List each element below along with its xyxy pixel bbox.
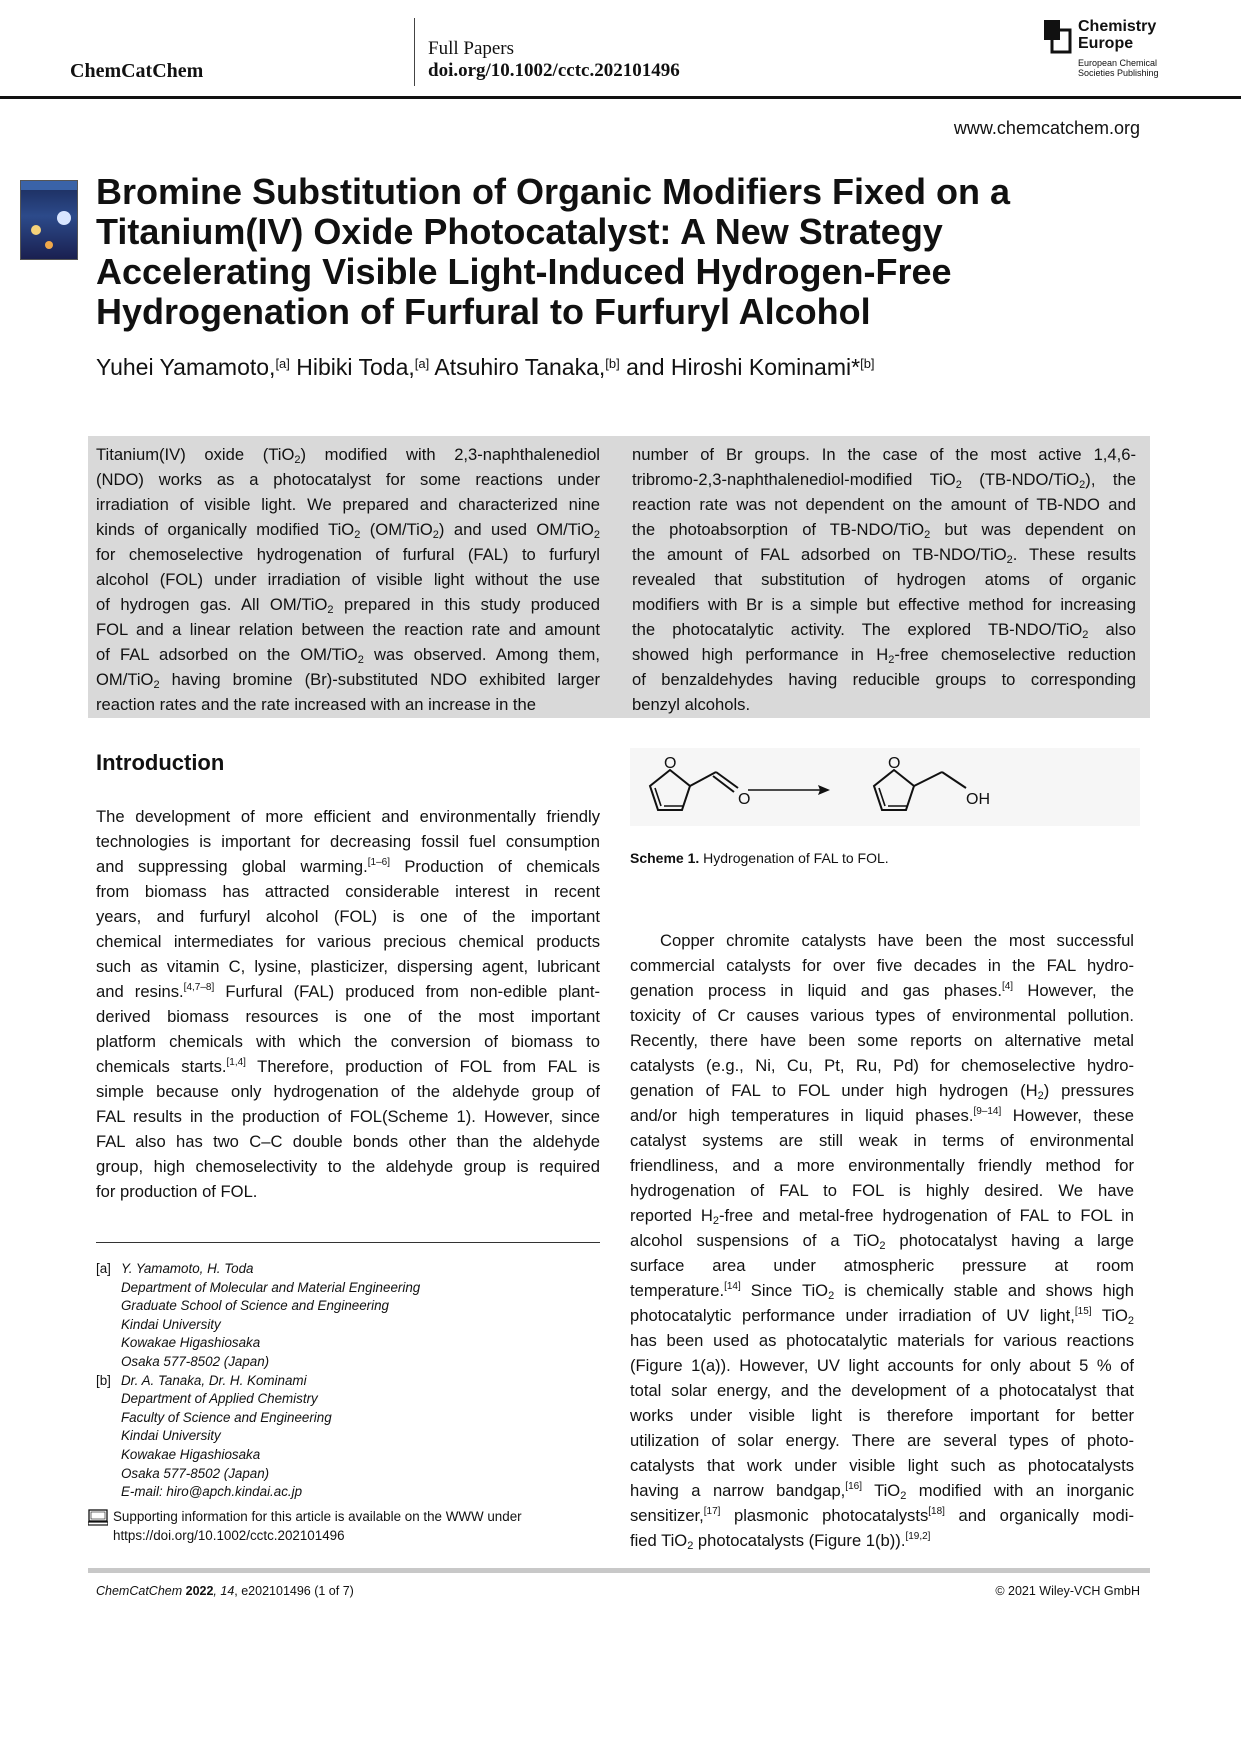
- author-affiliation: [b]: [605, 356, 620, 371]
- body-text-line: genation of FAL to FOL under high hydrogen $(H_2)$ pressures: [630, 1081, 1134, 1102]
- footer-rule: [88, 1568, 1150, 1573]
- body-text-line: derived biomass resources is one of the most important: [96, 1007, 600, 1026]
- doi-link[interactable]: doi.org/10.1002/cctc.202101496: [428, 60, 680, 81]
- abstract-line: tribromo-2,3-naphthalenediol-modified TiO$_2$ (TB-NDO/TiO$_2$), the: [632, 470, 1136, 491]
- introduction-left-column: [96, 804, 600, 1204]
- abstract-line: the amount of FAL adsorbed on TB-NDO/TiO$_2$. These results: [632, 545, 1136, 566]
- author-name[interactable]: Hibiki Toda,: [296, 354, 415, 380]
- journal-name: ChemCatChem: [70, 60, 204, 82]
- body-text-line: surface area under atmospheric pressure at room: [630, 1256, 1134, 1275]
- body-text-line: (Figure 1(a)). However, UV light accounts for only about 5 % of: [630, 1356, 1134, 1375]
- body-text-line: alcohol suspensions of a TiO$_2$ photocatalyst having a large: [630, 1231, 1134, 1252]
- oxygen-label: O: [888, 755, 901, 772]
- affiliation-line: Kindai University: [121, 1428, 221, 1444]
- supporting-info-text: Supporting information for this article is available on the WWW under: [113, 1509, 522, 1524]
- body-text-line: group, high chemoselectivity to the aldehyde group is required: [96, 1157, 600, 1176]
- computer-icon: [88, 1508, 113, 1545]
- body-text-line: commercial catalysts for over five decades in the FAL hydro-: [630, 956, 1134, 975]
- body-text-line: friendliness, and a more environmentally friendly method for: [630, 1156, 1134, 1175]
- author-list: [96, 354, 875, 381]
- oxygen-label: O: [664, 755, 677, 772]
- affiliation-names: Dr. A. Tanaka, Dr. H. Kominami: [121, 1372, 307, 1388]
- abstract-line: Titanium(IV) oxide (TiO$_2$) modified with 2,3-naphthalenediol: [96, 445, 600, 466]
- scheme-caption-text: Hydrogenation of FAL to FOL.: [699, 850, 889, 866]
- logo-mark-icon: [1044, 20, 1072, 54]
- section-heading-introduction: Introduction: [96, 750, 225, 775]
- abstract-line: modifiers with Br is a simple but effective method for increasing: [632, 595, 1136, 614]
- body-text-line: fied TiO$_2$ photocatalysts (Figure 1(b)).[19,2]: [630, 1531, 931, 1552]
- reaction-arrow-icon: [748, 785, 830, 795]
- supporting-info-link[interactable]: https://doi.org/10.1002/cctc.202101496: [113, 1527, 345, 1543]
- header-rule: [0, 96, 1241, 99]
- abstract-line: showed high performance in $H_2$-free chemoselective reduction: [632, 645, 1136, 666]
- journal-website-link[interactable]: www.chemcatchem.org: [953, 118, 1140, 138]
- abstract-line: alcohol (FOL) under irradiation of visible light without the use: [96, 570, 600, 589]
- abstract-left-column: [96, 442, 600, 717]
- abstract-line: of FAL adsorbed on the OM/TiO$_2$ was observed. Among them,: [96, 645, 600, 666]
- citation-line: [96, 1584, 354, 1598]
- body-text-line: FAL results in the production of FOL(Scheme 1). However, since: [96, 1107, 600, 1126]
- hydroxyl-label: OH: [966, 791, 990, 808]
- oxygen-label: O: [738, 791, 751, 808]
- title-line: Hydrogenation of Furfural to Furfuryl Alcohol: [96, 291, 871, 332]
- affiliation-line: Faculty of Science and Engineering: [121, 1409, 332, 1425]
- affiliation-line: Osaka 577-8502 (Japan): [121, 1465, 270, 1481]
- body-text-line: works under visible light is therefore important for better: [630, 1406, 1134, 1425]
- body-text-line: FAL also has two C–C double bonds other than the aldehyde: [96, 1132, 600, 1151]
- affiliation-footnotes: [96, 1260, 606, 1502]
- body-text-line: platform chemicals with which the conversion of biomass to: [96, 1032, 600, 1051]
- copyright: © 2021 Wiley-VCH GmbH: [995, 1584, 1140, 1598]
- abstract-line: reaction rate was not dependent on the amount of TB-NDO and: [632, 495, 1136, 514]
- citation-journal: ChemCatChem: [96, 1584, 183, 1598]
- article-title: [96, 172, 1096, 332]
- body-text-line: simple because only hydrogenation of the aldehyde group of: [96, 1082, 600, 1101]
- citation-volume: , 14: [213, 1584, 235, 1598]
- affiliation-line: Department of Molecular and Material Engineering: [121, 1279, 421, 1295]
- title-line: Bromine Substitution of Organic Modifiers Fixed on a: [96, 171, 1011, 212]
- body-text-line: hydrogenation of FAL to FOL is highly desired. We have: [630, 1181, 1134, 1200]
- abstract-line: for chemoselective hydrogenation of furfural (FAL) to furfuryl: [96, 545, 600, 564]
- affiliation-line: Department of Applied Chemistry: [121, 1391, 318, 1407]
- author-name[interactable]: Atsuhiro Tanaka,: [434, 354, 606, 380]
- body-text-line: and resins.[4,7–8] Furfural (FAL) produced from non-edible plant-: [96, 982, 600, 1001]
- header-divider: [414, 18, 415, 86]
- abstract-line: of benzaldehydes having reducible groups to corresponding: [632, 670, 1136, 689]
- author-affiliation: [b]: [860, 356, 875, 371]
- abstract-right-column: [632, 442, 1136, 717]
- body-text-line: for production of FOL.: [96, 1182, 258, 1201]
- scheme-1-figure: [630, 748, 1140, 826]
- body-text-line: having a narrow bandgap,[16] TiO$_2$ modified with an inorganic: [630, 1481, 1134, 1502]
- author-affiliation: [a]: [414, 356, 430, 371]
- citation-pages: , e202101496 (1 of 7): [234, 1584, 354, 1598]
- scheme-1-drawing: [630, 748, 1140, 826]
- author-affiliation: [a]: [275, 356, 290, 371]
- affiliation-line: Kowakae Higashiosaka: [121, 1335, 261, 1351]
- scheme-caption-label: Scheme 1.: [630, 850, 700, 866]
- abstract-line: kinds of organically modified TiO$_2$ (OM/TiO$_2$) and used OM/TiO$_2$: [96, 520, 600, 541]
- body-text-line: genation process in liquid and gas phases.[4] However, the: [630, 981, 1134, 1000]
- body-text-line: catalyst systems are still weak in terms of environmental: [630, 1131, 1134, 1150]
- body-text-line: years, and furfuryl alcohol (FOL) is one of the important: [96, 907, 600, 926]
- body-text-line: catalysts (e.g., Ni, Cu, Pt, Ru, Pd) for chemoselective hydro-: [630, 1056, 1134, 1075]
- body-text-line: and/or high temperatures in liquid phases.[9–14] However, these: [630, 1106, 1134, 1125]
- publisher-name-line2: Europe: [1078, 35, 1134, 52]
- abstract-line: reaction rates and the rate increased with an increase in the: [96, 695, 536, 714]
- chemistry-europe-logo: [1044, 18, 1174, 80]
- abstract-line: irradiation of visible light. We prepared and characterized nine: [96, 495, 600, 514]
- abstract-line: (NDO) works as a photocatalyst for some reactions under: [96, 470, 600, 489]
- body-text-line: Copper chromite catalysts have been the most successful: [660, 931, 1134, 950]
- body-text-line: reported $H_2$-free and metal-free hydrogenation of FAL to FOL in: [630, 1206, 1134, 1227]
- journal-cover-thumbnail[interactable]: [20, 180, 78, 260]
- body-text-line: and suppressing global warming.[1–6] Production of chemicals: [96, 857, 600, 876]
- author-name[interactable]: and Hiroshi Kominami*: [626, 354, 861, 380]
- abstract-line: OM/TiO$_2$ having bromine (Br)-substituted NDO exhibited larger: [96, 670, 600, 691]
- affiliation-line: Osaka 577-8502 (Japan): [121, 1353, 270, 1369]
- body-text-line: total solar energy, and the development of a photocatalyst that: [630, 1381, 1134, 1400]
- title-line: Titanium(IV) Oxide Photocatalyst: A New Strategy: [96, 211, 943, 252]
- body-text-line: technologies is important for decreasing fossil fuel consumption: [96, 832, 600, 851]
- abstract-line: of hydrogen gas. All OM/TiO$_2$ prepared in this study produced: [96, 595, 600, 616]
- body-text-line: catalysts that work under visible light such as photocatalysts: [630, 1456, 1134, 1475]
- supporting-information-note: [88, 1508, 606, 1545]
- affiliation-label: [a]: [96, 1261, 111, 1276]
- abstract-line: the photoabsorption of TB-NDO/TiO$_2$ but was dependent on: [632, 520, 1136, 541]
- abstract-line: the photocatalytic activity. The explored TB-NDO/TiO$_2$ also: [632, 620, 1136, 641]
- author-name[interactable]: Yuhei Yamamoto,: [96, 354, 276, 380]
- footnote-rule: [96, 1242, 600, 1243]
- abstract-line: revealed that substitution of hydrogen atoms of organic: [632, 570, 1136, 589]
- publisher-sub-line2: Societies Publishing: [1078, 68, 1159, 78]
- body-text-line: chemicals starts.[1,4] Therefore, production of FOL from FAL is: [96, 1057, 600, 1076]
- body-text-line: from biomass has attracted considerable interest in recent: [96, 882, 600, 901]
- abstract-box: [88, 436, 1150, 718]
- body-text-line: toxicity of Cr causes various types of environmental pollution.: [630, 1006, 1134, 1025]
- abstract-line: FOL and a linear relation between the reaction rate and amount: [96, 620, 600, 639]
- citation-year: 2022: [182, 1584, 214, 1598]
- body-text-line: such as vitamin C, lysine, plasticizer, dispersing agent, lubricant: [96, 957, 600, 976]
- abstract-line: number of Br groups. In the case of the most active 1,4,6-: [632, 445, 1136, 464]
- affiliation-line: Kowakae Higashiosaka: [121, 1446, 261, 1462]
- body-text-line: utilization of solar energy. There are several types of photo-: [630, 1431, 1134, 1450]
- publisher-name-line1: Chemistry: [1078, 18, 1157, 35]
- introduction-right-column: [630, 928, 1134, 1553]
- affiliation-names: Y. Yamamoto, H. Toda: [121, 1261, 254, 1276]
- corresponding-email[interactable]: E-mail: hiro@apch.kindai.ac.jp: [121, 1484, 303, 1500]
- body-text-line: photocatalytic performance under irradiation of UV light,[15] TiO$_2$: [630, 1306, 1134, 1327]
- body-text-line: The development of more efficient and environmentally friendly: [96, 807, 600, 826]
- abstract-line: benzyl alcohols.: [632, 695, 751, 714]
- affiliation-line: Kindai University: [121, 1316, 221, 1332]
- body-text-line: Recently, there have been some reports on alternative metal: [630, 1031, 1134, 1050]
- affiliation-line: Graduate School of Science and Engineering: [121, 1298, 389, 1314]
- body-text-line: chemical intermediates for various precious chemical products: [96, 932, 600, 951]
- paper-type: Full Papers: [428, 38, 515, 59]
- title-line: Accelerating Visible Light-Induced Hydrogen-Free: [96, 251, 952, 292]
- body-text-line: has been used as photocatalytic materials for various reactions: [630, 1331, 1134, 1350]
- affiliation-label: [b]: [96, 1372, 111, 1388]
- body-text-line: sensitizer,[17] plasmonic photocatalysts[18] and organically modi-: [630, 1506, 1134, 1525]
- body-text-line: temperature.[14] Since TiO$_2$ is chemically stable and shows high: [630, 1281, 1134, 1302]
- publisher-sub-line1: European Chemical: [1078, 58, 1158, 68]
- scheme-caption: [630, 850, 889, 866]
